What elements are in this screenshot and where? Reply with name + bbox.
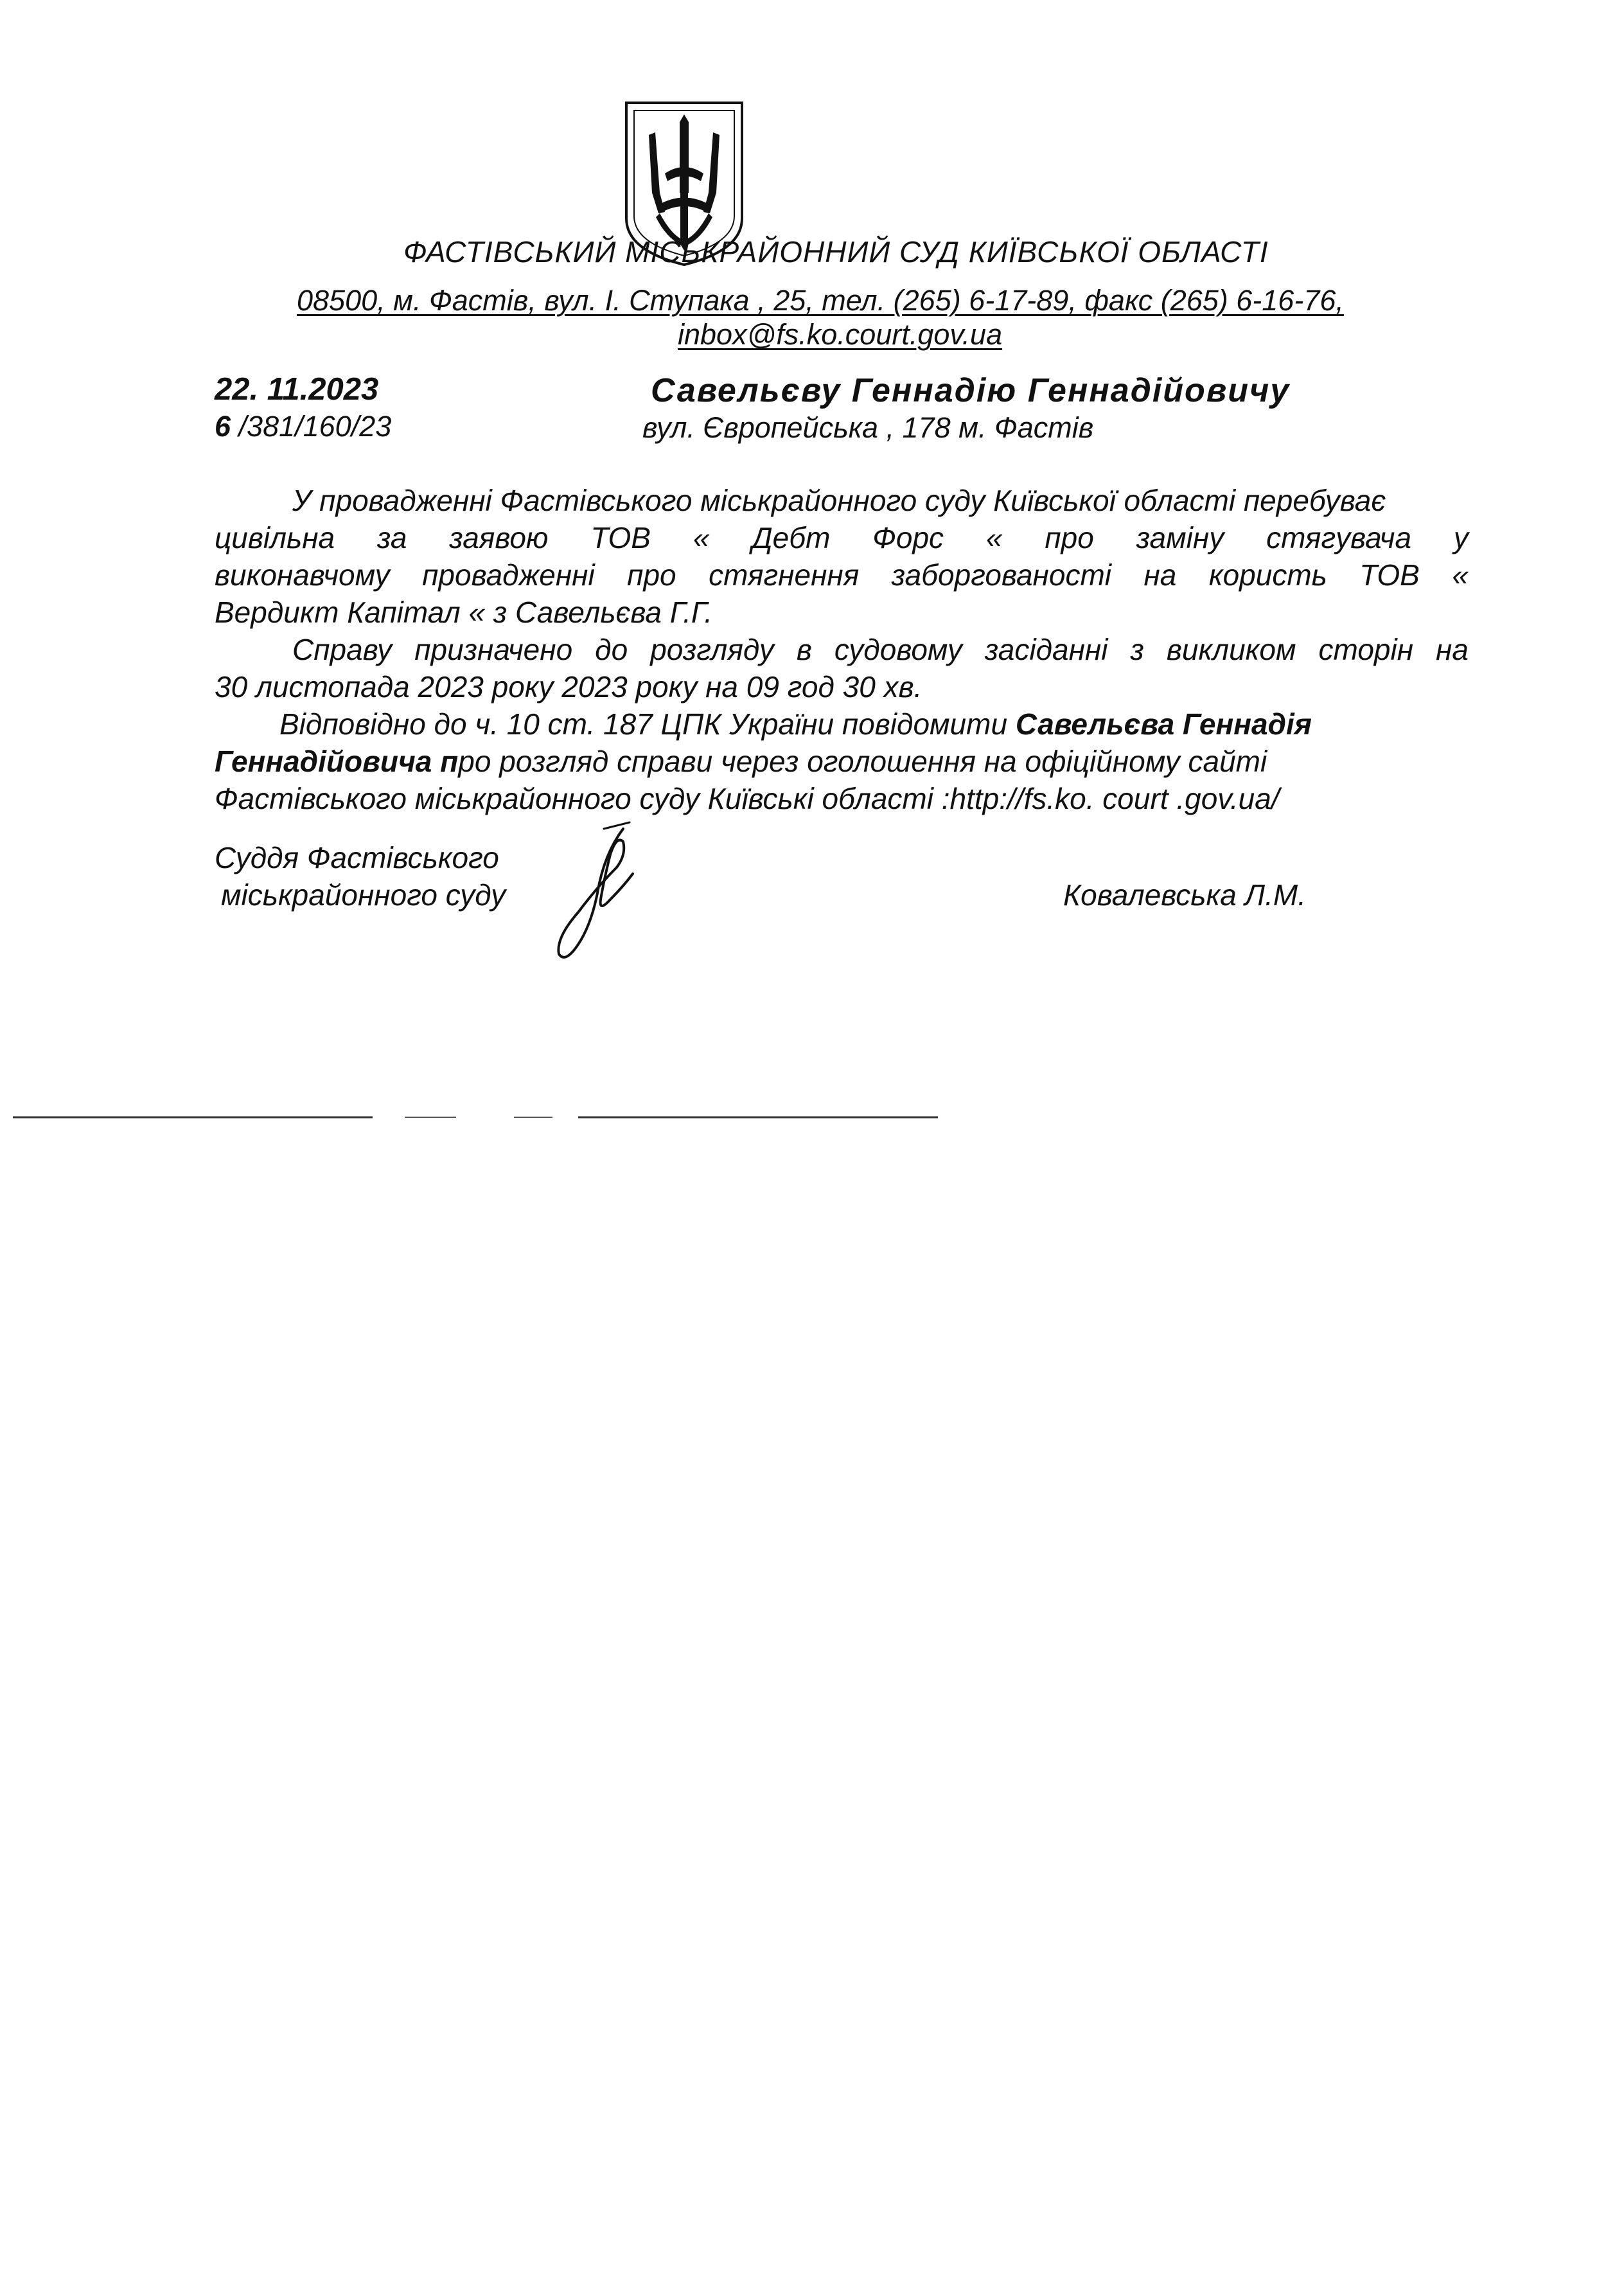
court-address: 08500, м. Фастів, вул. І. Ступака , 25, тел. (265) 6-17-89, факс (265) 6-16-76, bbox=[297, 284, 1344, 317]
word: Справу bbox=[292, 633, 393, 666]
word: « bbox=[985, 521, 1003, 554]
word: у bbox=[1453, 521, 1469, 554]
body-paragraph-1-line-1: У провадженні Фастівського міськрайонного суду Київської області перебуває bbox=[292, 484, 1386, 517]
word: засіданні bbox=[984, 633, 1108, 666]
word: розгляду bbox=[650, 633, 774, 666]
document-date: 22. 11.2023 bbox=[215, 372, 379, 407]
recipient-name: Савельєву Геннадію Геннадійовичу bbox=[651, 372, 1291, 409]
body-paragraph-1-line-4: Вердикт Капітал « з Савельєва Г.Г. bbox=[215, 596, 713, 629]
judge-name: Ковалевська Л.М. bbox=[1063, 878, 1306, 912]
court-name: ФАСТІВСЬКИЙ МІСЬКРАЙОННИЙ СУД КИЇВСЬКОЇ ОБЛАСТІ bbox=[403, 235, 1269, 269]
word: про bbox=[1045, 521, 1094, 554]
word: стягувача bbox=[1266, 521, 1412, 554]
judge-title-line-2: міськрайонного суду bbox=[221, 878, 506, 912]
word: Форс bbox=[872, 521, 944, 554]
body-paragraph-1-line-2 bbox=[215, 520, 1469, 555]
bottom-divider-line bbox=[13, 1115, 951, 1120]
word: провадженні bbox=[422, 558, 595, 592]
word: в bbox=[796, 633, 812, 666]
judge-title-line-1: Суддя Фастівського bbox=[215, 841, 499, 874]
outgoing-number bbox=[215, 410, 391, 443]
word: стягнення bbox=[709, 558, 860, 592]
body-paragraph-3-line-3: Фастівського міськрайонного суду Київські області :http://fs.ko. court .gov.ua/ bbox=[215, 782, 1280, 815]
word: ТОВ bbox=[590, 521, 651, 554]
body-paragraph-2-line-2: 30 листопада 2023 року 2023 року на 09 год 30 хв. bbox=[215, 670, 922, 704]
word: на bbox=[1436, 633, 1469, 666]
word: з bbox=[1130, 633, 1144, 666]
word: ТОВ bbox=[1359, 558, 1420, 592]
defendant-name-bold: Савельєва Геннадія bbox=[1015, 707, 1312, 741]
word: про bbox=[627, 558, 676, 592]
word: до bbox=[595, 633, 628, 666]
word: заміну bbox=[1136, 521, 1224, 554]
word: користь bbox=[1208, 558, 1327, 592]
body-paragraph-2-line-1 bbox=[292, 632, 1469, 667]
word: на bbox=[1143, 558, 1177, 592]
recipient-address: вул. Європейська , 178 м. Фастів bbox=[642, 411, 1094, 444]
outgoing-number-rest: /381/160/23 bbox=[231, 410, 392, 443]
notice-text: ро розгляд справи через оголошення на офіційному сайті bbox=[458, 745, 1267, 778]
notice-text: Відповідно до ч. 10 ст. 187 ЦПК України повідомити bbox=[279, 707, 1016, 741]
word: заявою bbox=[449, 521, 549, 554]
word: цивільна bbox=[215, 521, 335, 554]
court-email: inbox@fs.ko.court.gov.ua bbox=[678, 318, 1003, 351]
word: судовому bbox=[834, 633, 962, 666]
body-paragraph-3-line-2 bbox=[215, 744, 1267, 779]
word: за bbox=[377, 521, 407, 554]
word: призначено bbox=[414, 633, 573, 666]
outgoing-number-prefix: 6 bbox=[215, 410, 231, 443]
word: « bbox=[1452, 558, 1469, 592]
body-paragraph-1-line-3 bbox=[215, 558, 1469, 592]
handwritten-signature bbox=[527, 816, 642, 970]
word: викликом bbox=[1166, 633, 1296, 666]
body-paragraph-3-line-1 bbox=[279, 707, 1312, 741]
word: « bbox=[693, 521, 710, 554]
defendant-patronymic-bold: Геннадійовича п bbox=[215, 745, 459, 778]
word: сторін bbox=[1318, 633, 1414, 666]
word: виконавчому bbox=[215, 558, 390, 592]
word: Дебт bbox=[752, 521, 831, 554]
word: заборгованості bbox=[891, 558, 1111, 592]
